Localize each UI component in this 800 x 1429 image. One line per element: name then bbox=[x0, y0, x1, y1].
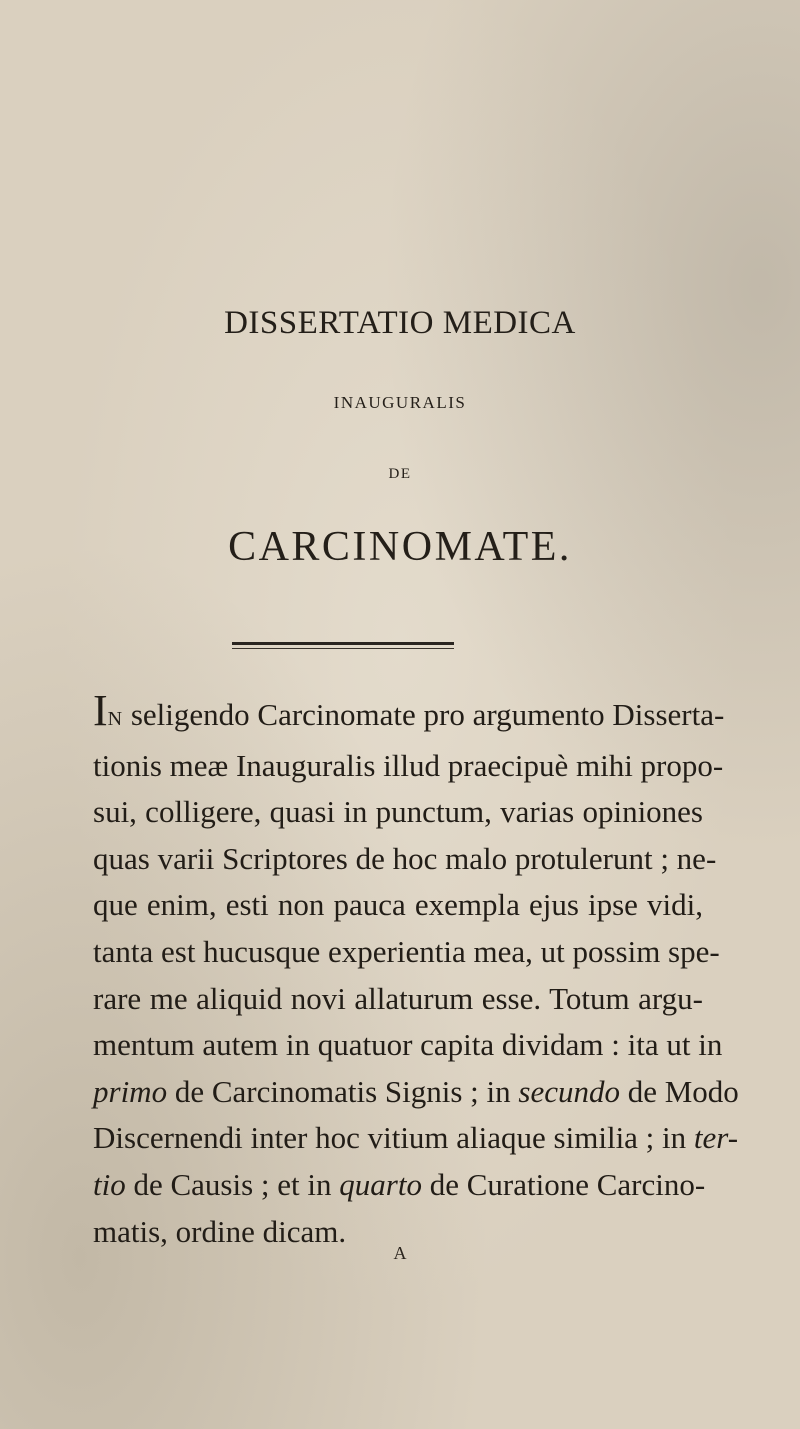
line-text: de Modo bbox=[619, 1073, 739, 1109]
title-rule-thin bbox=[232, 648, 454, 649]
line-text: de Carcinomatis Signis ; in bbox=[167, 1073, 519, 1109]
text-line: mentum autem in quatuor capita dividam : ita ut in bbox=[93, 1027, 723, 1063]
text-line bbox=[93, 1162, 706, 1209]
italic-word: quarto bbox=[339, 1166, 422, 1202]
text-line: quas varii Scriptores de hoc malo protulerunt ; ne- bbox=[93, 840, 717, 876]
text-line: sui, colligere, quasi in punctum, varias opiniones bbox=[93, 794, 703, 830]
italic-word: tio bbox=[93, 1166, 126, 1202]
text-line: tanta est hucusque experientia mea, ut possim spe- bbox=[93, 933, 720, 969]
text-line: matis, ordine dicam. bbox=[93, 1213, 347, 1249]
dissertation-subtitle: INAUGURALIS bbox=[333, 393, 467, 412]
text-line: que enim, esti non pauca exempla ejus ipse vidi, bbox=[93, 887, 703, 923]
italic-word: primo bbox=[93, 1073, 168, 1109]
text-line: tionis meæ Inauguralis illud praecipuè mihi propo- bbox=[93, 747, 724, 783]
body-paragraph bbox=[93, 686, 739, 1255]
drop-cap-rest: N bbox=[107, 708, 124, 730]
title-preposition: DE bbox=[388, 466, 412, 482]
line-text: de Causis ; et in bbox=[125, 1166, 340, 1202]
line-text: de Curatione Carcino- bbox=[421, 1166, 706, 1202]
title-rule-thick bbox=[232, 642, 454, 645]
drop-cap: I bbox=[93, 686, 108, 735]
italic-word: ter- bbox=[693, 1120, 739, 1156]
italic-word: secundo bbox=[518, 1073, 620, 1109]
signature-mark: A bbox=[393, 1243, 407, 1263]
dissertation-title: DISSERTATIO MEDICA bbox=[224, 305, 576, 341]
text-line bbox=[93, 686, 725, 743]
line-text: seligendo Carcinomate pro argumento Disserta- bbox=[123, 697, 725, 732]
text-line: rare me aliquid novi allaturum esse. Totum argu- bbox=[93, 980, 703, 1016]
dissertation-topic: CARCINOMATE. bbox=[228, 524, 572, 570]
text-line bbox=[93, 1115, 739, 1162]
line-text: Discernendi inter hoc vitium aliaque similia ; in bbox=[93, 1120, 694, 1156]
text-line bbox=[93, 1069, 739, 1116]
